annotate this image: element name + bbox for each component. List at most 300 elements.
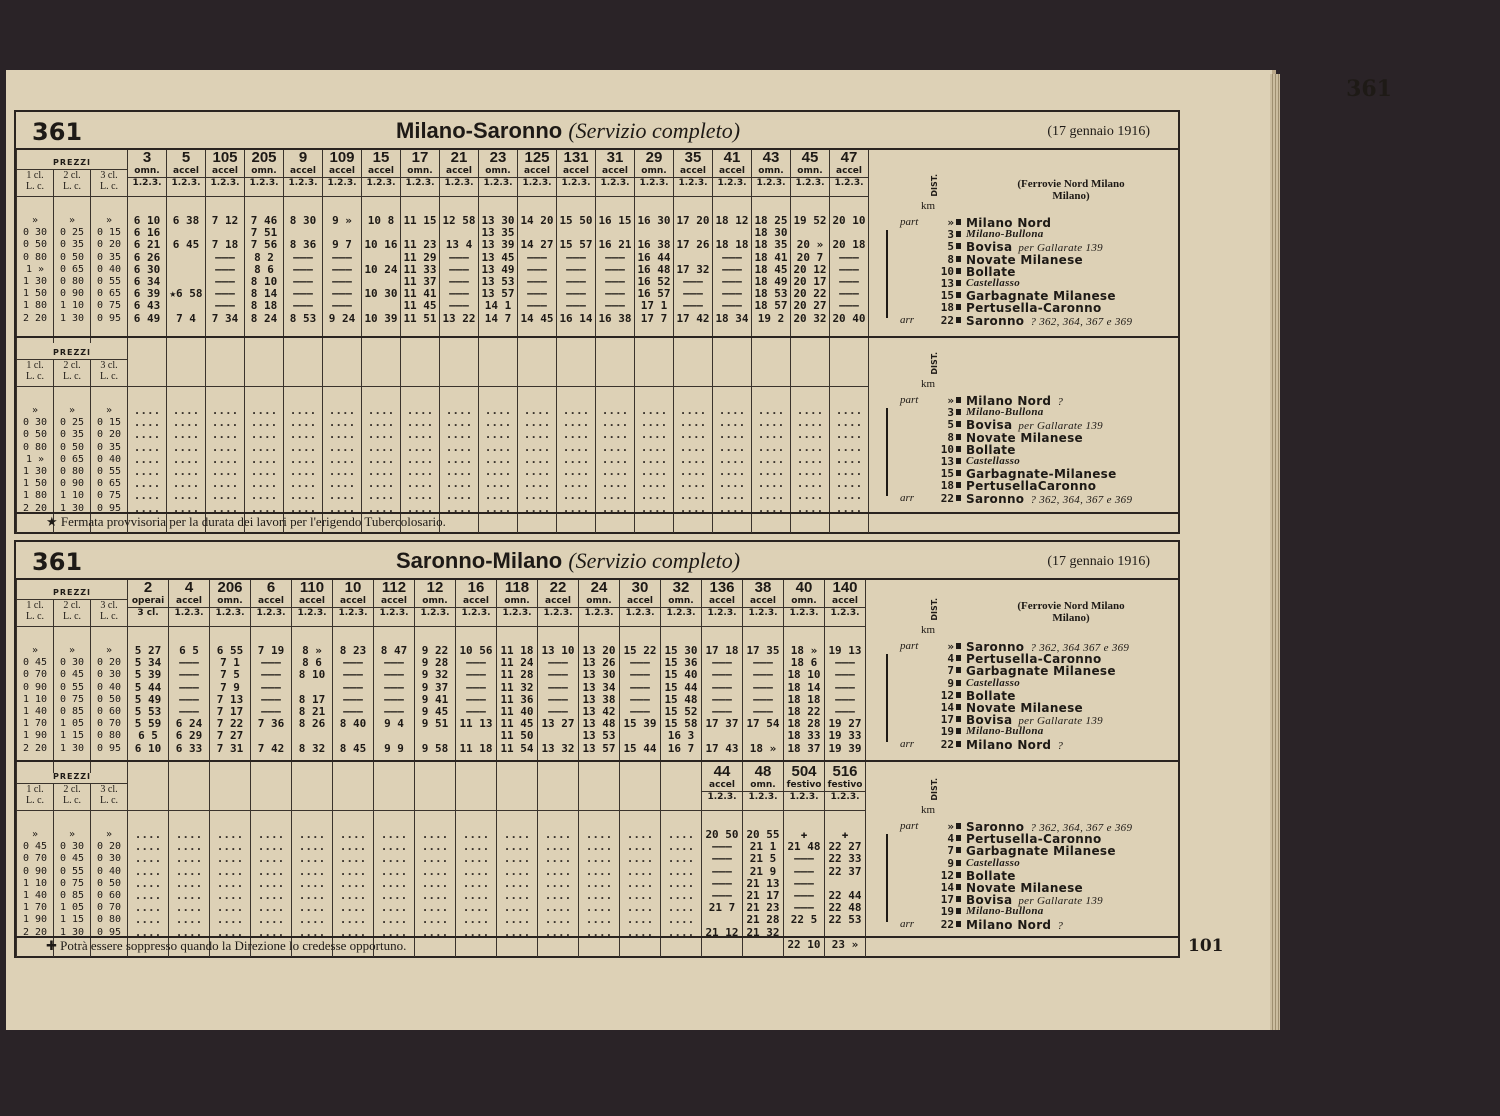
km-label: km bbox=[921, 200, 936, 212]
train-class: 1.2.3. bbox=[825, 791, 865, 802]
station-marker-icon bbox=[956, 397, 961, 403]
empty-times: .... .... .... .... .... .... .... .... .... bbox=[585, 828, 613, 939]
train-number: 44 bbox=[713, 763, 731, 780]
section-header bbox=[16, 112, 1178, 150]
station-row bbox=[900, 640, 1140, 652]
train-header bbox=[702, 580, 743, 627]
train-type: omn. bbox=[485, 166, 511, 176]
train-type: accel bbox=[290, 166, 316, 176]
station-label: Saronno bbox=[966, 820, 1025, 834]
station-row bbox=[900, 713, 1140, 728]
station-label: Saronno bbox=[966, 640, 1025, 654]
train-header bbox=[635, 150, 674, 197]
train-header bbox=[579, 580, 620, 627]
station-km: 17 bbox=[940, 713, 954, 727]
price-column: » 0 25 0 35 0 50 0 65 0 80 0 90 1 10 1 30 bbox=[59, 215, 85, 324]
train-header bbox=[752, 150, 791, 197]
station-direction: part bbox=[900, 640, 919, 652]
train-number: 38 bbox=[754, 579, 772, 596]
train-class: 1.2.3. bbox=[401, 177, 439, 188]
train-header bbox=[538, 580, 579, 627]
station-row bbox=[900, 394, 1140, 406]
station-label: Milano-Bullona bbox=[966, 905, 1044, 918]
station-reference: per Gallarate 139 bbox=[1018, 420, 1103, 433]
train-type: accel bbox=[446, 166, 472, 176]
train-number: 12 bbox=[426, 579, 444, 596]
train-header bbox=[206, 150, 245, 197]
train-type: omn. bbox=[407, 166, 433, 176]
train-header bbox=[743, 764, 784, 811]
train-header bbox=[333, 580, 374, 627]
station-reference: ? 362, 364, 367 e 369 bbox=[1030, 315, 1133, 328]
price-class-header: 1 cl. L. c. bbox=[25, 170, 45, 192]
train-header bbox=[784, 580, 825, 627]
station-label: Bovisa bbox=[966, 240, 1013, 255]
train-type: accel bbox=[340, 596, 366, 606]
train-number: 125 bbox=[524, 149, 550, 166]
train-header bbox=[830, 340, 869, 387]
train-times: 7 12 7 18 ——— ——— ——— ——— ——— 7 34 bbox=[211, 214, 239, 325]
train-class: 1.2.3. bbox=[752, 177, 790, 188]
station-direction: arr bbox=[900, 917, 915, 930]
station-row bbox=[900, 918, 1140, 930]
train-type: accel bbox=[299, 596, 325, 606]
train-type: accel bbox=[368, 166, 394, 176]
station-label: Novate Milanese bbox=[966, 252, 1083, 267]
station-label: Novate Milanese bbox=[966, 430, 1083, 445]
station-label: Novate Milanese bbox=[966, 880, 1083, 895]
station-row bbox=[900, 265, 1140, 277]
empty-times: .... .... .... .... .... .... .... .... .... bbox=[445, 404, 473, 515]
empty-times: .... .... .... .... .... .... .... .... .... bbox=[667, 828, 695, 939]
train-times: 20 50 ——— ——— ——— ——— ——— 21 7 21 12 bbox=[705, 828, 739, 939]
station-row bbox=[900, 253, 1140, 265]
station-marker-icon bbox=[956, 495, 961, 501]
train-class: 1.2.3. bbox=[415, 607, 455, 618]
empty-times: .... .... .... .... .... .... .... .... .... bbox=[406, 404, 434, 515]
station-label: Castellasso bbox=[966, 454, 1021, 467]
train-number: 118 bbox=[504, 579, 530, 596]
train-class: 1.2.3. bbox=[743, 607, 783, 618]
km-label-b: km bbox=[921, 378, 936, 390]
train-type: accel bbox=[176, 596, 202, 606]
station-marker-icon bbox=[956, 482, 961, 488]
station-row bbox=[900, 677, 1140, 689]
train-class: 1.2.3. bbox=[362, 177, 400, 188]
station-marker-icon bbox=[956, 304, 961, 310]
train-type: omn. bbox=[134, 166, 160, 176]
train-number: 23 bbox=[489, 149, 507, 166]
train-type: omn. bbox=[641, 166, 667, 176]
train-class: 1.2.3. bbox=[825, 607, 865, 618]
train-header bbox=[292, 580, 333, 627]
train-class: 1.2.3. bbox=[479, 177, 517, 188]
train-class: 1.2.3. bbox=[206, 177, 244, 188]
station-name bbox=[966, 677, 1020, 689]
empty-times: .... .... .... .... .... .... .... .... .... bbox=[367, 404, 395, 515]
price-class-header: 3 cl. L. c. bbox=[99, 170, 119, 192]
station-direction: part bbox=[900, 216, 919, 228]
station-direction: part bbox=[900, 820, 919, 832]
station-marker-icon bbox=[956, 256, 961, 262]
station-reference: ? bbox=[1057, 739, 1064, 752]
train-header bbox=[830, 150, 869, 197]
train-header bbox=[251, 764, 292, 811]
station-list-b bbox=[900, 820, 1140, 930]
train-number: 15 bbox=[372, 149, 390, 166]
train-class: 1.2.3. bbox=[167, 177, 205, 188]
train-number: 504 bbox=[791, 763, 817, 780]
section-date: (17 gennaio 1916) bbox=[1047, 124, 1150, 139]
station-name bbox=[966, 314, 1132, 328]
empty-times: .... .... .... .... .... .... .... .... .... bbox=[562, 404, 590, 515]
train-header bbox=[374, 764, 415, 811]
train-header bbox=[702, 764, 743, 811]
section-number: 361 bbox=[32, 118, 83, 146]
station-direction: arr bbox=[900, 491, 915, 504]
direction-arrow-icon bbox=[886, 654, 888, 742]
station-label: Milano-Bullona bbox=[966, 406, 1044, 419]
station-name bbox=[966, 725, 1044, 737]
station-row bbox=[900, 664, 1140, 679]
train-header bbox=[245, 340, 284, 387]
station-reference: ? bbox=[1057, 919, 1064, 932]
train-number: 105 bbox=[212, 149, 238, 166]
price-class-header: 2 cl. L. c. bbox=[62, 600, 82, 622]
train-type: omn. bbox=[758, 166, 784, 176]
train-type: omn. bbox=[668, 596, 694, 606]
train-header bbox=[661, 764, 702, 811]
empty-times: .... .... .... .... .... .... .... .... .... bbox=[626, 828, 654, 939]
station-label: Pertusella-Caronno bbox=[966, 301, 1102, 316]
empty-times: .... .... .... .... .... .... .... .... .... bbox=[250, 404, 278, 515]
station-row bbox=[900, 832, 1140, 847]
train-header bbox=[674, 340, 713, 387]
train-header bbox=[128, 340, 167, 387]
train-header bbox=[456, 764, 497, 811]
station-marker-icon bbox=[956, 421, 961, 427]
station-km: 15 bbox=[940, 289, 954, 303]
train-header bbox=[292, 764, 333, 811]
timetable bbox=[16, 150, 869, 343]
station-label: Bollate bbox=[966, 688, 1016, 703]
train-header bbox=[620, 764, 661, 811]
train-class: 1.2.3. bbox=[456, 607, 496, 618]
train-times: 17 18 ——— ——— ——— ——— ——— 17 37 17 43 bbox=[705, 644, 739, 755]
train-header bbox=[497, 580, 538, 627]
station-marker-icon bbox=[956, 470, 961, 476]
train-type: accel bbox=[524, 166, 550, 176]
train-header bbox=[440, 340, 479, 387]
station-name bbox=[966, 905, 1044, 917]
station-name bbox=[966, 738, 1063, 752]
station-row bbox=[900, 240, 1140, 255]
train-header bbox=[169, 580, 210, 627]
train-header bbox=[596, 150, 635, 197]
timetable bbox=[16, 340, 869, 533]
station-row bbox=[900, 869, 1140, 881]
train-header bbox=[284, 340, 323, 387]
train-header bbox=[661, 580, 702, 627]
train-number: 24 bbox=[590, 579, 608, 596]
empty-times: .... .... .... .... .... .... .... .... .... bbox=[718, 404, 746, 515]
train-number: 140 bbox=[832, 579, 858, 596]
train-number: 35 bbox=[684, 149, 702, 166]
train-times: 9 22 9 28 9 32 9 37 9 41 9 45 9 51 9 58 bbox=[421, 644, 449, 755]
station-km: 5 bbox=[947, 240, 954, 254]
train-type: festivo bbox=[827, 780, 863, 790]
station-km: » bbox=[947, 820, 954, 833]
train-type: accel bbox=[719, 166, 745, 176]
train-class: 1.2.3. bbox=[538, 607, 578, 618]
train-header bbox=[713, 150, 752, 197]
train-class: 1.2.3. bbox=[702, 607, 742, 618]
station-marker-icon bbox=[956, 847, 961, 853]
station-reference: per Gallarate 139 bbox=[1018, 242, 1103, 255]
station-km: 14 bbox=[940, 880, 954, 894]
train-class: 1.2.3. bbox=[284, 177, 322, 188]
train-header bbox=[169, 764, 210, 811]
price-class-header: 2 cl. L. c. bbox=[62, 360, 82, 382]
price-column: » 0 30 0 45 0 55 0 75 0 85 1 05 1 15 1 30 bbox=[59, 829, 85, 938]
empty-times: .... .... .... .... .... .... .... .... .... bbox=[421, 828, 449, 939]
train-header bbox=[362, 150, 401, 197]
train-header bbox=[206, 340, 245, 387]
station-row bbox=[900, 467, 1140, 482]
prezzi-label: PREZZI bbox=[52, 158, 92, 167]
train-times: 6 5 ——— ——— ——— ——— ——— 6 24 6 29 6 33 bbox=[175, 644, 203, 755]
page-top-number: 361 bbox=[1346, 76, 1392, 102]
train-times: 13 20 13 26 13 30 13 34 13 38 13 42 13 48 13 53 13 57 bbox=[582, 644, 616, 755]
station-marker-icon bbox=[956, 243, 961, 249]
train-number: 41 bbox=[723, 149, 741, 166]
station-km: 19 bbox=[940, 905, 954, 919]
section-title: Milano-Saronno (Servizio completo) bbox=[396, 118, 741, 143]
train-header bbox=[620, 580, 661, 627]
station-name bbox=[966, 228, 1044, 240]
train-header bbox=[415, 764, 456, 811]
train-number: 110 bbox=[299, 579, 325, 596]
train-times: 11 15 11 23 11 29 11 33 11 37 11 41 11 45 11 51 bbox=[403, 214, 437, 325]
train-number: 516 bbox=[832, 763, 858, 780]
train-header bbox=[479, 340, 518, 387]
train-class: 1.2.3. bbox=[635, 177, 673, 188]
train-times: 7 46 7 51 7 56 8 2 8 6 8 10 8 14 8 18 8 24 bbox=[250, 214, 278, 325]
train-type: omn. bbox=[586, 596, 612, 606]
station-row bbox=[900, 479, 1140, 494]
train-type: omn. bbox=[251, 166, 277, 176]
train-class: 1.2.3. bbox=[440, 177, 478, 188]
price-class-header: 3 cl. L. c. bbox=[99, 600, 119, 622]
train-header bbox=[440, 150, 479, 197]
station-row bbox=[900, 820, 1140, 832]
station-reference: ? 362, 364, 367 e 369 bbox=[1030, 493, 1133, 506]
station-km: » bbox=[947, 640, 954, 653]
train-header bbox=[479, 150, 518, 197]
train-times: 12 58 13 4 ——— ——— ——— ——— ——— 13 22 bbox=[442, 214, 476, 325]
train-header bbox=[167, 150, 206, 197]
section-number: 361 bbox=[32, 548, 83, 576]
train-header bbox=[245, 150, 284, 197]
timetable bbox=[16, 764, 866, 957]
train-times: 8 30 8 36 ——— ——— ——— ——— ——— 8 53 bbox=[289, 214, 317, 325]
train-header bbox=[284, 150, 323, 197]
train-header bbox=[596, 340, 635, 387]
station-row bbox=[900, 701, 1140, 713]
train-times: ✚ 21 48 ——— ——— ——— ——— ——— 22 5 22 10 bbox=[787, 828, 821, 951]
station-direction: part bbox=[900, 394, 919, 406]
train-header bbox=[674, 150, 713, 197]
train-type: accel bbox=[258, 596, 284, 606]
train-times: 20 10 20 18 ——— ——— ——— ——— ——— 20 40 bbox=[832, 214, 866, 325]
train-number: 48 bbox=[754, 763, 772, 780]
station-label: Milano Nord bbox=[966, 216, 1052, 230]
station-label: Milano Nord bbox=[966, 737, 1052, 752]
station-row bbox=[900, 443, 1140, 455]
train-class: 1.2.3. bbox=[497, 607, 537, 618]
train-header bbox=[538, 764, 579, 811]
station-marker-icon bbox=[956, 872, 961, 878]
station-label: Saronno bbox=[966, 313, 1025, 328]
train-class: 1.2.3. bbox=[713, 177, 751, 188]
train-header bbox=[167, 340, 206, 387]
train-class: 1.2.3. bbox=[830, 177, 868, 188]
train-class: 1.2.3. bbox=[323, 177, 361, 188]
station-km: 7 bbox=[947, 844, 954, 858]
train-times: 7 19 ——— ——— ——— ——— ——— 7 36 7 42 bbox=[257, 644, 285, 755]
station-marker-icon bbox=[956, 704, 961, 710]
timetable bbox=[16, 580, 866, 773]
empty-times: .... .... .... .... .... .... .... .... .... bbox=[601, 404, 629, 515]
station-label: Garbagnate Milanese bbox=[966, 289, 1116, 304]
empty-times: .... .... .... .... .... .... .... .... .... bbox=[640, 404, 668, 515]
train-times: 14 20 14 27 ——— ——— ——— ——— ——— 14 45 bbox=[520, 214, 554, 325]
station-label: Saronno bbox=[966, 491, 1025, 506]
station-row bbox=[900, 689, 1140, 701]
station-km: 15 bbox=[940, 467, 954, 481]
empty-times: .... .... .... .... .... .... .... .... .... bbox=[523, 404, 551, 515]
train-times: 17 35 ——— ——— ——— ——— ——— 17 54 18 » bbox=[746, 644, 780, 755]
train-type: omn. bbox=[797, 166, 823, 176]
train-number: 43 bbox=[762, 149, 780, 166]
train-number: 21 bbox=[450, 149, 468, 166]
footnote: ✚ Potrà essere soppresso quando la Direzione lo credesse opportuno. bbox=[46, 938, 407, 953]
direction-arrow-icon bbox=[886, 230, 888, 318]
train-type: operai bbox=[131, 596, 165, 606]
station-marker-icon bbox=[956, 692, 961, 698]
train-number: 9 bbox=[298, 149, 308, 166]
station-direction: arr bbox=[900, 737, 915, 750]
empty-times: .... .... .... .... .... .... .... .... .... bbox=[211, 404, 239, 515]
train-number: 109 bbox=[329, 149, 355, 166]
dist-label: DIST. bbox=[930, 174, 939, 197]
train-type: omn. bbox=[422, 596, 448, 606]
station-km: 8 bbox=[947, 252, 954, 266]
empty-times: .... .... .... .... .... .... .... .... .... bbox=[339, 828, 367, 939]
train-number: 4 bbox=[184, 579, 194, 596]
train-class: 1.2.3. bbox=[784, 791, 824, 802]
train-number: 32 bbox=[672, 579, 690, 596]
section-divider bbox=[16, 336, 1178, 338]
station-label: Castellasso bbox=[966, 676, 1021, 689]
station-marker-icon bbox=[956, 458, 961, 464]
train-class: 1.2.3. bbox=[620, 607, 660, 618]
km-label: km bbox=[921, 624, 936, 636]
train-times: 8 23 ——— ——— ——— ——— ——— 8 40 8 45 bbox=[339, 644, 367, 755]
train-header bbox=[362, 340, 401, 387]
station-marker-icon bbox=[956, 643, 961, 649]
station-km: 3 bbox=[947, 406, 954, 420]
station-label: Garbagnate-Milanese bbox=[966, 467, 1117, 482]
train-header bbox=[518, 340, 557, 387]
station-reference: ? 362, 364, 367 e 369 bbox=[1030, 822, 1133, 834]
station-km: 22 bbox=[940, 917, 954, 931]
station-label: Bovisa bbox=[966, 893, 1013, 908]
price-class-header: 2 cl. L. c. bbox=[62, 784, 82, 806]
train-header bbox=[579, 764, 620, 811]
train-number: 30 bbox=[631, 579, 649, 596]
railway-company: (Ferrovie Nord Milano Milano) bbox=[1017, 600, 1125, 624]
station-km: 22 bbox=[940, 737, 954, 751]
train-times: 13 10 ——— ——— ——— ——— ——— 13 27 13 32 bbox=[541, 644, 575, 755]
station-row bbox=[900, 905, 1140, 917]
train-times: 13 30 13 35 13 39 13 45 13 49 13 53 13 57 14 1 14 7 bbox=[481, 214, 515, 325]
train-type: accel bbox=[709, 596, 735, 606]
train-class: 1.2.3. bbox=[791, 177, 829, 188]
train-number: 45 bbox=[801, 149, 819, 166]
station-row bbox=[900, 455, 1140, 467]
km-label-b: km bbox=[921, 804, 936, 816]
price-column: » 0 25 0 35 0 50 0 65 0 80 0 90 1 10 1 30 bbox=[59, 405, 85, 514]
train-header bbox=[323, 340, 362, 387]
price-column: » 0 20 0 30 0 40 0 50 0 60 0 70 0 80 0 95 bbox=[96, 829, 122, 938]
station-km: 18 bbox=[940, 301, 954, 315]
train-type: omn. bbox=[791, 596, 817, 606]
train-class: 1.2.3. bbox=[292, 607, 332, 618]
dist-label-b: DIST. bbox=[930, 778, 939, 801]
train-class: 1.2.3. bbox=[661, 607, 701, 618]
empty-times: .... .... .... .... .... .... .... .... .... bbox=[175, 828, 203, 939]
station-label: Milano-Bullona bbox=[966, 725, 1044, 738]
empty-times: .... .... .... .... .... .... .... .... .... bbox=[257, 828, 285, 939]
train-header bbox=[323, 150, 362, 197]
train-class: 1.2.3. bbox=[557, 177, 595, 188]
train-header bbox=[743, 580, 784, 627]
price-class-header: 1 cl. L. c. bbox=[25, 360, 45, 382]
page-edge bbox=[1270, 74, 1280, 1030]
station-km: 19 bbox=[940, 725, 954, 739]
train-times: 18 » 18 6 18 10 18 14 18 18 18 22 18 28 18 33 18 37 bbox=[787, 644, 821, 755]
station-marker-icon bbox=[956, 728, 961, 734]
station-row bbox=[900, 652, 1140, 667]
empty-times: .... .... .... .... .... .... .... .... .... bbox=[462, 828, 490, 939]
empty-times: .... .... .... .... .... .... .... .... .... bbox=[503, 828, 531, 939]
train-times: 10 56 ——— ——— ——— ——— ——— 11 13 11 18 bbox=[459, 644, 493, 755]
section-header bbox=[16, 542, 1178, 580]
train-class: 1.2.3. bbox=[596, 177, 634, 188]
train-type: accel bbox=[329, 166, 355, 176]
station-row bbox=[900, 277, 1140, 289]
station-name bbox=[966, 277, 1020, 289]
empty-times: .... .... .... .... .... .... .... .... .... bbox=[216, 828, 244, 939]
station-km: » bbox=[947, 216, 954, 229]
train-header bbox=[374, 580, 415, 627]
prezzi-label: PREZZI bbox=[52, 588, 92, 597]
empty-times: .... .... .... .... .... .... .... .... .... bbox=[289, 404, 317, 515]
station-marker-icon bbox=[956, 446, 961, 452]
footnote: ★ Fermata provvisoria per la durata dei lavori per l'erigendo Tubercolosario. bbox=[46, 514, 446, 529]
station-label: Bovisa bbox=[966, 713, 1013, 728]
